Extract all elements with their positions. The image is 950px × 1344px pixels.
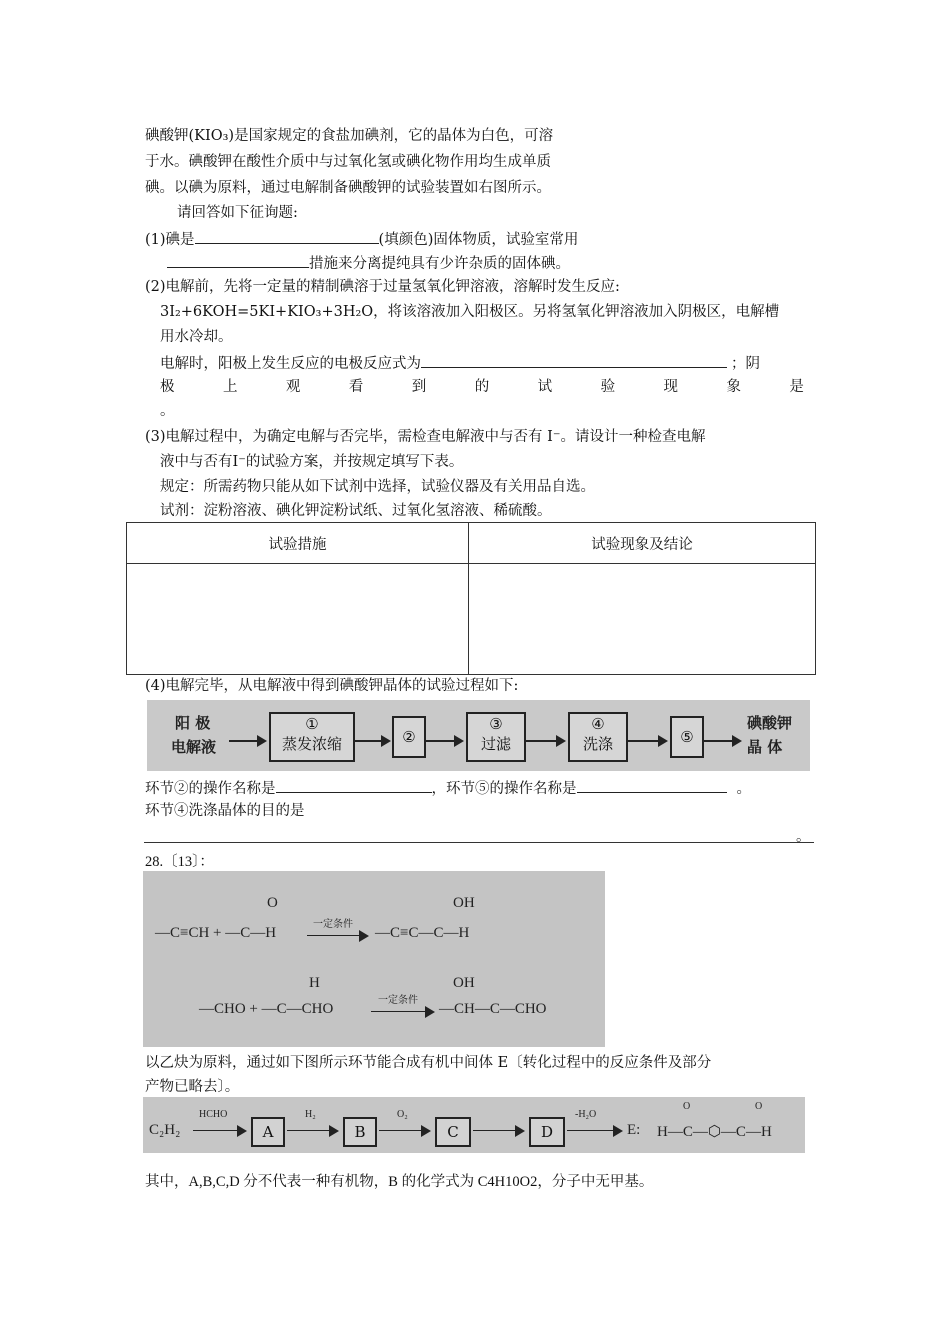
- q1-text-b: (填颜色)固体物质，试验室常用: [378, 232, 579, 248]
- question-28-line-1: 以乙炔为原料，通过如下图所示环节能合成有机中间体 E〔转化过程中的反应条件及部分: [145, 1055, 712, 1071]
- step-1-box: [269, 712, 355, 762]
- question-2-line-3: 用水冷却。: [160, 329, 233, 345]
- process-flow-diagram: [147, 700, 810, 771]
- arrow-icon: [704, 740, 740, 742]
- q4-text-b1: 环节②的操作名称是: [145, 781, 276, 797]
- question-3-line-1: (3)电解过程中，为确定电解与否完毕，需检查电解液中与否有 I⁻。请设计一种检查电解: [145, 429, 706, 445]
- arrow-icon: [229, 740, 265, 742]
- spread-char: 是: [789, 379, 804, 395]
- table-cell-result[interactable]: [469, 564, 816, 675]
- q4-text-b2: ，环节⑤的操作名称是: [431, 781, 577, 797]
- rxn1-left: —C≡CH + —C—H: [155, 925, 277, 941]
- route-reagent-3: O₂: [397, 1109, 408, 1120]
- arrow-icon: [426, 740, 462, 742]
- arrow-icon: [193, 1130, 245, 1131]
- arrow-icon: [567, 1130, 621, 1131]
- arrow-icon: [473, 1130, 523, 1131]
- route-start: C₂H₂: [149, 1122, 181, 1138]
- q2-text-d-end: ；阴: [731, 356, 760, 372]
- rxn1-right: —C≡C—C—H: [375, 925, 470, 941]
- flow-start-line-1: 阳 极: [175, 714, 211, 732]
- q1-text-c: 措施来分离提纯具有少许杂质的固体碘。: [309, 256, 570, 272]
- rxn2-right: —CH—C—CHO: [439, 1001, 547, 1017]
- answer-line[interactable]: [144, 842, 814, 843]
- step-5-box: ⑤: [670, 716, 704, 758]
- flow-start-line-2: 电解液: [171, 738, 217, 756]
- route-product-o-left: O: [683, 1101, 691, 1112]
- step-4-number: ④: [591, 715, 605, 733]
- spread-char: 象: [726, 379, 741, 395]
- spread-char: 的: [474, 379, 490, 395]
- spread-char: 观: [285, 379, 301, 395]
- question-2-line-5: [160, 377, 804, 397]
- rxn2-left: —CHO + —C—CHO: [199, 1001, 334, 1017]
- rxn2-condition: 一定条件: [378, 995, 418, 1006]
- reaction-scheme-image: [143, 871, 605, 1047]
- q1-blank-color[interactable]: [195, 228, 379, 244]
- rxn1-o-label: O: [267, 895, 278, 911]
- table-cell-method[interactable]: [127, 564, 469, 675]
- question-2-line-2: 3I₂+6KOH=5KI+KIO₃+3H₂O，将该溶液加入阳极区。另将氢氧化钾溶液加入阴极区，电解槽: [160, 304, 780, 320]
- arrow-icon: [355, 740, 389, 742]
- route-reagent-4: -H₂O: [575, 1109, 597, 1120]
- q1-text-a: (1)碘是: [145, 232, 195, 248]
- spread-char: 到: [411, 379, 427, 395]
- rxn1-condition: 一定条件: [313, 919, 353, 930]
- route-box-a: A: [251, 1117, 285, 1147]
- q1-blank-method[interactable]: [167, 252, 309, 268]
- step-3-box: [466, 712, 526, 762]
- question-28-line-2: 产物已略去〕。: [145, 1079, 240, 1095]
- q2-blank-anode-equation[interactable]: [421, 352, 727, 368]
- route-product-o-right: O: [755, 1101, 763, 1112]
- question-28-heading: 28.〔13〕：: [145, 854, 214, 870]
- arrow-icon: [287, 1130, 337, 1131]
- step-3-number: ③: [489, 715, 503, 733]
- step-2-box: ②: [392, 716, 426, 758]
- spread-char: 极: [160, 379, 175, 395]
- route-product-structure: H—C—⬡—C—H: [657, 1124, 772, 1140]
- route-box-d: D: [529, 1117, 565, 1147]
- question-28-line-3: 其中，A,B,C,D 分不代表一种有机物，B 的化学式为 C4H10O2，分子中无甲基。: [145, 1174, 654, 1190]
- spread-char: 看: [348, 379, 364, 395]
- spread-char: 试: [537, 379, 553, 395]
- spread-char: 现: [663, 379, 678, 395]
- synthesis-route-image: [143, 1097, 805, 1153]
- question-1-line-2: [167, 252, 570, 274]
- answer-table: [126, 522, 816, 675]
- arrow-icon: [379, 1130, 429, 1131]
- step-1-label: 蒸发浓缩: [281, 735, 342, 753]
- arrow-icon: [371, 1011, 433, 1012]
- question-4-line-1: (4)电解完毕，从电解液中得到碘酸钾晶体的试验过程如下:: [145, 678, 519, 694]
- spread-char: 验: [600, 379, 616, 395]
- table-header-result: 试验现象及结论: [469, 523, 816, 564]
- arrow-icon: [307, 935, 367, 936]
- question-4-line-end: 。: [796, 829, 811, 845]
- table-header-method: 试验措施: [127, 523, 469, 564]
- question-3-line-4: 试剂：淀粉溶液、碘化钾淀粉试纸、过氧化氢溶液、稀硫酸。: [160, 503, 552, 519]
- step-3-label: 过滤: [480, 735, 511, 753]
- route-product-label: E:: [627, 1122, 641, 1138]
- intro-line-2: 于水。碘酸钾在酸性介质中与过氧化氢或碘化物作用均生成单质: [145, 154, 551, 170]
- intro-line-4: 请回答如下征询题:: [177, 205, 298, 221]
- question-3-line-2: 液中与否有I⁻的试验方案，并按规定填写下表。: [160, 454, 464, 470]
- question-2-line-4: [160, 352, 760, 374]
- arrow-icon: [628, 740, 666, 742]
- route-box-c: C: [435, 1117, 471, 1147]
- rxn2-oh-label: OH: [453, 975, 475, 991]
- intro-line-1: 碘酸钾(KIO₃)是国家规定的食盐加碘剂，它的晶体为白色，可溶: [145, 128, 554, 144]
- question-2-line-1: (2)电解前，先将一定量的精制碘溶于过量氢氧化钾溶液，溶解时发生反应:: [145, 279, 620, 295]
- question-4-line-3: 环节④洗涤晶体的目的是: [145, 803, 305, 819]
- step-4-box: [568, 712, 628, 762]
- arrow-icon: [526, 740, 564, 742]
- route-reagent-2: H₂: [305, 1109, 316, 1120]
- q2-text-d: 电解时，阳极上发生反应的电极反应式为: [160, 356, 421, 372]
- step-1-number: ①: [305, 715, 319, 733]
- flow-end-line-2: 晶 体: [747, 738, 783, 756]
- flow-end-line-1: 碘酸钾: [747, 714, 793, 732]
- route-box-b: B: [343, 1117, 377, 1147]
- rxn2-h-label: H: [309, 975, 320, 991]
- question-1-line-1: [145, 228, 578, 250]
- rxn1-oh-label: OH: [453, 895, 475, 911]
- q4-blank-step-2[interactable]: [276, 777, 432, 793]
- step-4-label: 洗涤: [582, 735, 613, 753]
- q4-blank-step-5[interactable]: [577, 777, 727, 793]
- question-2-line-6: 。: [160, 403, 175, 419]
- question-4-line-2: [145, 777, 751, 799]
- route-reagent-1: HCHO: [199, 1109, 228, 1120]
- q4-text-b3: 。: [736, 781, 751, 797]
- question-3-line-3: 规定：所需药物只能从如下试剂中选择，试验仪器及有关用品自选。: [160, 479, 595, 495]
- intro-line-3: 碘。以碘为原料，通过电解制备碘酸钾的试验装置如右图所示。: [145, 180, 551, 196]
- spread-char: 上: [222, 379, 238, 395]
